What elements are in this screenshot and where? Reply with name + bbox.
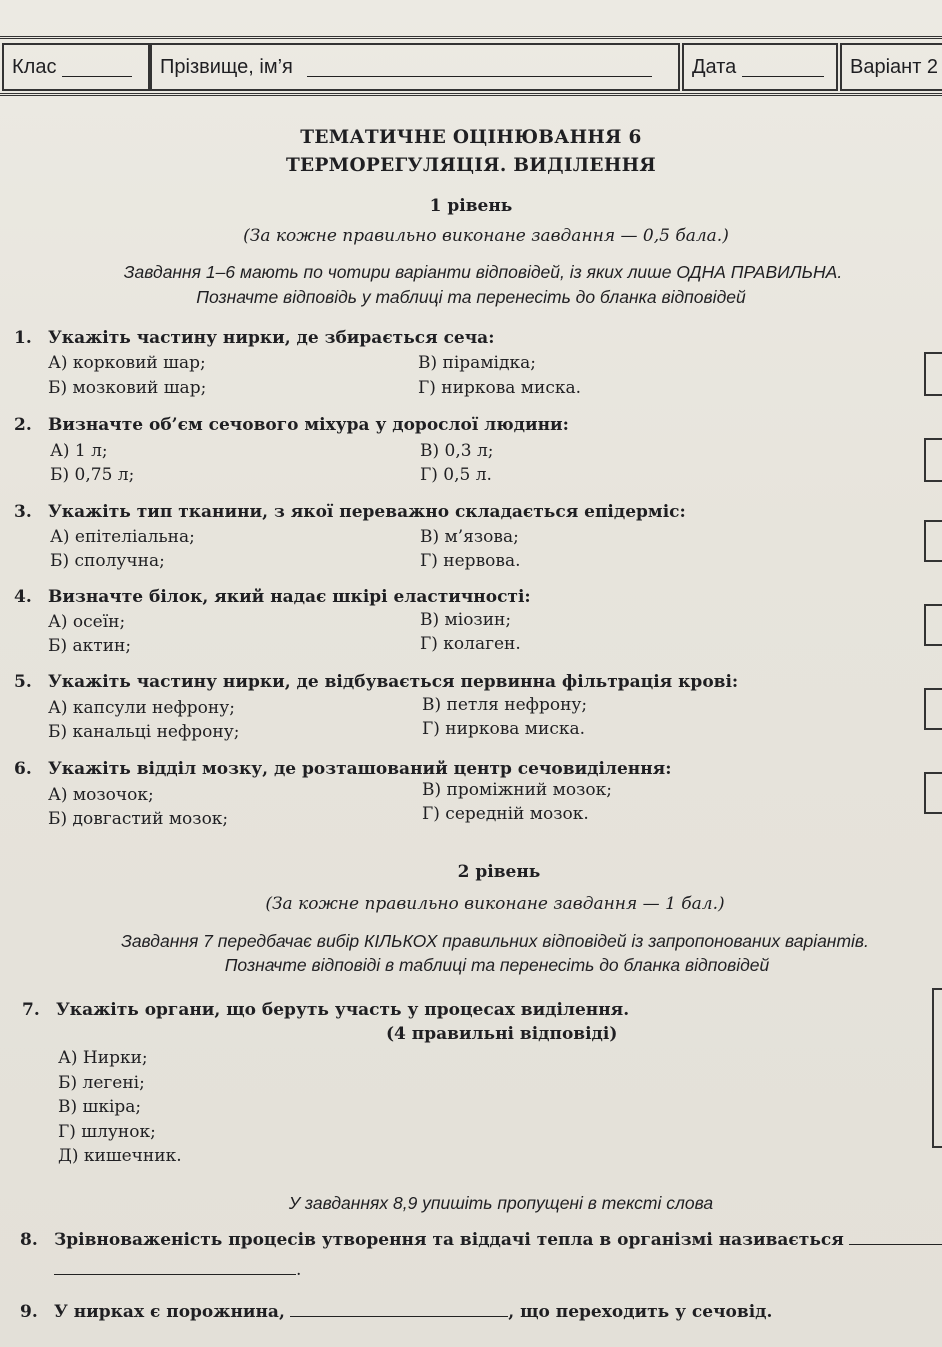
q6-option-d[interactable]: Г) середній мозок. [422,804,589,824]
q5-answer-box[interactable] [924,688,942,730]
q3-answer-box[interactable] [924,520,942,562]
level2-heading: 2 рівень [457,862,541,882]
q1-option-c[interactable]: В) пірамідка; [418,353,536,373]
q4-answer-box[interactable] [924,604,942,646]
level1-note: (За кожне правильно виконане завдання — 0,5 бала.) [243,226,729,246]
class-label: Клас [12,55,57,78]
question-number: 8. [20,1230,38,1250]
question-9 [20,1300,772,1322]
q8-end: . [296,1260,302,1280]
date-blank[interactable] [742,58,824,77]
variant-cell [840,43,942,91]
level2-note: (За кожне правильно виконане завдання — 1 бал.) [265,894,725,914]
question-number: 4. [14,587,32,607]
q4-option-b[interactable]: Б) актин; [48,636,132,656]
q4-option-d[interactable]: Г) колаген. [420,634,521,654]
question-text: Укажіть відділ мозку, де розташований центр сечовиділення: [48,759,672,779]
date-field[interactable] [682,43,838,91]
q6-option-c[interactable]: В) проміжний мозок; [422,780,612,800]
question-text: Визначте об’єм сечового міхура у дорослої людини: [48,415,569,435]
q7-option-e[interactable]: Д) кишечник. [58,1146,182,1166]
question-number: 5. [14,672,32,692]
name-field[interactable] [150,43,680,91]
q2-option-c[interactable]: В) 0,3 л; [420,441,494,461]
q3-option-d[interactable]: Г) нервова. [420,551,521,571]
q5-option-d[interactable]: Г) ниркова миска. [422,719,586,739]
q3-option-a[interactable]: А) епітеліальна; [50,527,195,547]
q1-option-d[interactable]: Г) ниркова миска. [418,378,582,398]
q7-answer-table[interactable] [932,988,942,1148]
q7-option-a[interactable]: А) Нирки; [58,1048,148,1068]
q2-option-d[interactable]: Г) 0,5 л. [420,465,492,485]
question-1 [14,328,494,348]
q3-option-b[interactable]: Б) сполучна; [50,551,165,571]
question-text-before: У нирках є порожнина, [54,1302,285,1322]
q8-blank-1[interactable] [849,1228,942,1245]
q6-option-b[interactable]: Б) довгастий мозок; [48,809,229,829]
name-blank[interactable] [307,58,652,77]
question-text: Укажіть частину нирки, де збирається сеча: [48,328,495,348]
question-text: Зрівноваженість процесів утворення та віддачі тепла в організмі називається [54,1230,844,1250]
q7-options [58,1046,182,1169]
header-table [0,36,942,96]
question-4 [14,587,531,607]
question-number: 1. [14,328,32,348]
question-3 [14,502,686,522]
level1-instruction-2: Позначте відповідь у таблиці та перенесіть до бланка відповідей [196,287,746,307]
question-number: 6. [14,759,32,779]
question-8 [20,1228,942,1250]
level2-instruction-1: Завдання 7 передбачає вибір КІЛЬКОХ правильних відповідей із запропонованих варіантів. [121,931,869,951]
question-text: Укажіть частину нирки, де відбувається первинна фільтрація крові: [48,672,739,692]
question-6 [14,759,672,779]
q8-continuation [54,1258,301,1280]
fill-in-instruction: У завданнях 8,9 упишіть пропущені в тексті слова [288,1193,714,1213]
q7-hint: (4 правильні відповіді) [386,1024,618,1044]
q8-blank-2[interactable] [54,1258,296,1275]
question-number: 3. [14,502,32,522]
q2-answer-box[interactable] [924,438,942,482]
q6-answer-box[interactable] [924,772,942,814]
q1-option-b[interactable]: Б) мозковий шар; [48,378,207,398]
question-2 [14,415,569,435]
title-line-1: ТЕМАТИЧНЕ ОЦІНЮВАННЯ 6 [300,127,642,148]
question-text: Укажіть органи, що беруть участь у процесах виділення. [56,1000,630,1020]
q2-option-a[interactable]: А) 1 л; [50,441,108,461]
question-5 [14,672,738,692]
q4-option-a[interactable]: А) осеїн; [48,612,126,632]
date-label: Дата [692,55,737,78]
question-text: Визначте білок, який надає шкірі еластичності: [48,587,531,607]
class-blank[interactable] [62,58,132,77]
q3-option-c[interactable]: В) м’язова; [420,527,519,547]
q2-option-b[interactable]: Б) 0,75 л; [50,465,135,485]
q9-blank[interactable] [290,1300,508,1317]
question-text-after: , що переходить у сечовід. [508,1302,773,1322]
title-line-2: ТЕРМОРЕГУЛЯЦІЯ. ВИДІЛЕННЯ [285,155,657,176]
variant-label: Варіант 2 [850,55,939,78]
q4-option-c[interactable]: В) міозин; [420,610,512,630]
q5-option-b[interactable]: Б) канальці нефрону; [48,722,240,742]
q7-option-b[interactable]: Б) легені; [58,1072,145,1093]
question-number: 2. [14,415,32,435]
level2-instruction-2: Позначте відповіді в таблиці та перенесіть до бланка відповідей [224,955,770,975]
q5-option-c[interactable]: В) петля нефрону; [422,695,588,715]
name-label: Прізвище, ім’я [160,55,293,78]
q1-option-a[interactable]: А) корковий шар; [48,353,206,373]
q7-option-c[interactable]: В) шкіра; [58,1097,142,1117]
q1-answer-box[interactable] [924,352,942,396]
question-text: Укажіть тип тканини, з якої переважно складається епідерміс: [48,502,686,522]
q7-option-d[interactable]: Г) шлунок; [58,1121,156,1142]
question-number: 9. [20,1302,38,1322]
level1-heading: 1 рівень [429,196,513,216]
class-field[interactable] [2,43,150,91]
question-number: 7. [22,1000,40,1020]
level1-instruction-1: Завдання 1–6 мають по чотири варіанти відповідей, із яких лише ОДНА ПРАВИЛЬНА. [123,262,843,282]
q6-option-a[interactable]: А) мозочок; [48,785,154,805]
q5-option-a[interactable]: А) капсули нефрону; [48,698,235,718]
question-7 [22,1000,629,1020]
